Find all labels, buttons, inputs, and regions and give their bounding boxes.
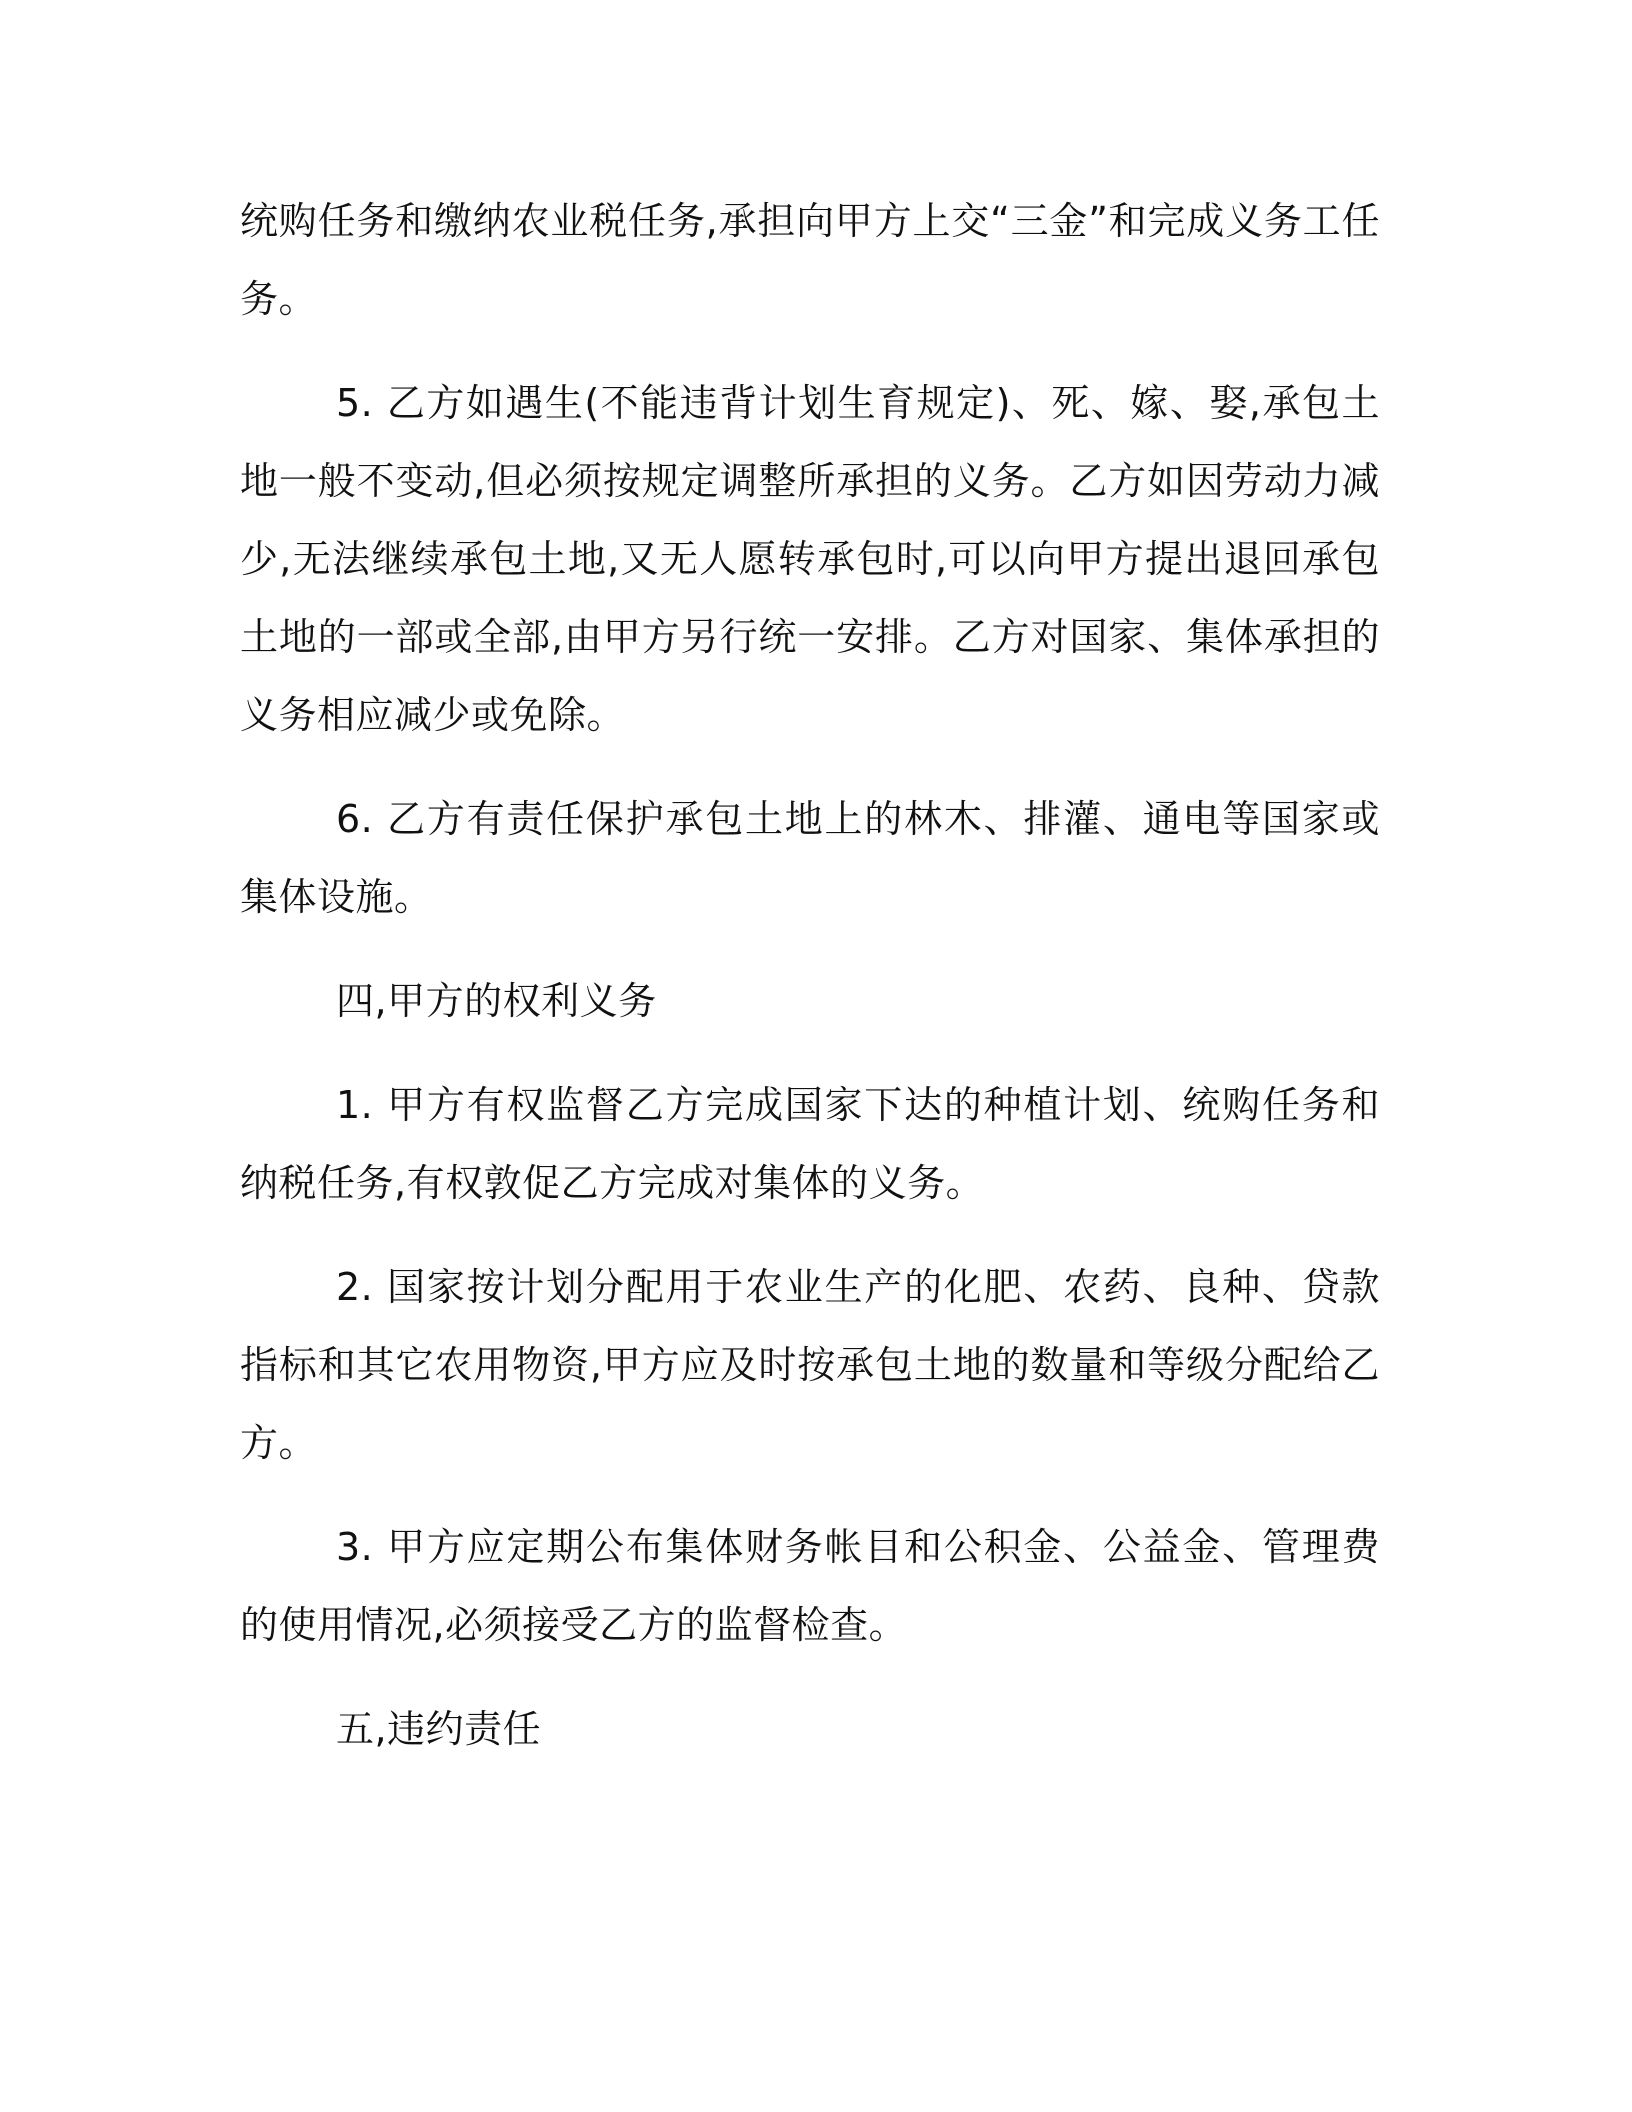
section-heading-4: 四,甲方的权利义务 <box>336 979 657 1023</box>
paragraph-continuation: 统购任务和缴纳农业税任务,承担向甲方上交“三金”和完成义务工任务。 <box>240 199 1380 321</box>
section-heading-5: 五,违约责任 <box>336 1707 542 1751</box>
paragraph-item-5: 5. 乙方如遇生(不能违背计划生育规定)、死、嫁、娶,承包土地一般不变动,但必须按规定调整所承担的义务。乙方如因劳动力减少,无法继续承包土地,又无人愿转承包时,可以向甲方提出退回承包土地的一部或全部,由甲方另行统一安排。乙方对国家、集体承担的义务相应减少或免除。 <box>240 381 1380 737</box>
paragraph-item-3: 3. 甲方应定期公布集体财务帐目和公积金、公益金、管理费的使用情况,必须接受乙方的监督检查。 <box>240 1525 1380 1647</box>
paragraph-item-6: 6. 乙方有责任保护承包土地上的林木、排灌、通电等国家或集体设施。 <box>240 797 1380 919</box>
paragraph-item-2: 2. 国家按计划分配用于农业生产的化肥、农药、良种、贷款指标和其它农用物资,甲方应及时按承包土地的数量和等级分配给乙方。 <box>240 1265 1380 1465</box>
paragraph-item-1: 1. 甲方有权监督乙方完成国家下达的种植计划、统购任务和纳税任务,有权敦促乙方完成对集体的义务。 <box>240 1083 1380 1205</box>
document-body <box>240 182 1380 1794</box>
